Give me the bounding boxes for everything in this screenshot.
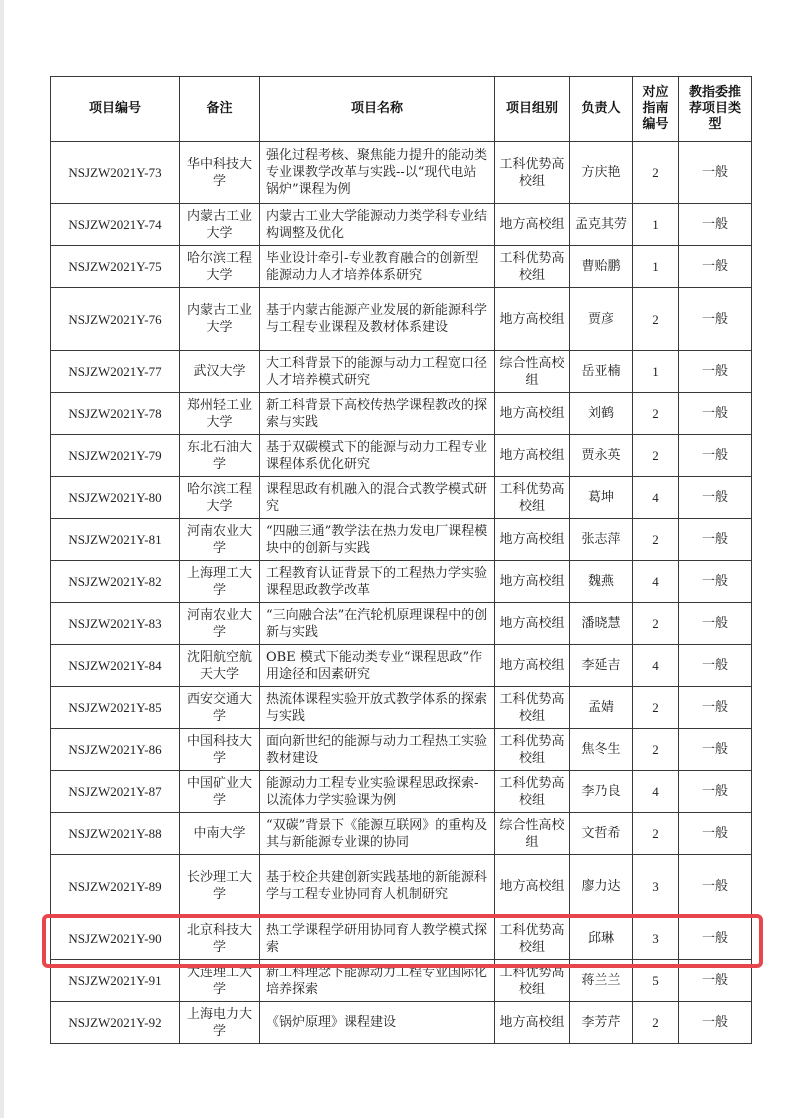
cell-project-group: 综合性高校组 [495,351,570,393]
cell-recommend-type: 一般 [679,729,752,771]
cell-project-group: 地方高校组 [495,561,570,603]
cell-recommend-type: 一般 [679,687,752,729]
cell-recommend-type: 一般 [679,561,752,603]
cell-note: 东北石油大学 [180,435,260,477]
cell-project-name: 基于内蒙古能源产业发展的新能源科学与工程专业课程及教材体系建设 [260,288,495,351]
cell-project-group: 工科优势高校组 [495,246,570,288]
cell-guide-number: 3 [633,918,679,960]
table-row [51,561,752,603]
cell-note: 内蒙古工业大学 [180,204,260,246]
table-row [51,1002,752,1044]
cell-project-name: 强化过程考核、聚焦能力提升的能动类专业课教学改革与实践--以“现代电站锅炉”课程为例 [260,142,495,204]
cell-recommend-type: 一般 [679,393,752,435]
cell-project-name: 新工科背景下高校传热学课程教改的探索与实践 [260,393,495,435]
cell-recommend-type: 一般 [679,519,752,561]
cell-project-name: 新工科理念下能源动力工程专业国际化培养探索 [260,960,495,1002]
cell-recommend-type: 一般 [679,1002,752,1044]
cell-note: 大连理工大学 [180,960,260,1002]
header-leader: 负责人 [570,77,633,142]
cell-project-id: NSJZW2021Y-74 [51,204,180,246]
cell-leader: 蒋兰兰 [570,960,633,1002]
cell-recommend-type: 一般 [679,142,752,204]
cell-project-name: 《锅炉原理》课程建设 [260,1002,495,1044]
cell-leader: 潘晓慧 [570,603,633,645]
header-recommend-type: 教指委推荐项目类型 [679,77,752,142]
cell-project-group: 地方高校组 [495,1002,570,1044]
cell-project-name: 热工学课程学研用协同育人教学模式探索 [260,918,495,960]
cell-project-group: 地方高校组 [495,603,570,645]
table-row [51,918,752,960]
cell-recommend-type: 一般 [679,351,752,393]
cell-guide-number: 4 [633,645,679,687]
cell-guide-number: 4 [633,771,679,813]
cell-project-id: NSJZW2021Y-77 [51,351,180,393]
project-table [50,76,752,1044]
cell-note: 武汉大学 [180,351,260,393]
cell-project-name: “三向融合法”在汽轮机原理课程中的创新与实践 [260,603,495,645]
cell-project-group: 地方高校组 [495,519,570,561]
cell-leader: 曹贻鹏 [570,246,633,288]
cell-recommend-type: 一般 [679,435,752,477]
cell-guide-number: 4 [633,561,679,603]
cell-leader: 方庆艳 [570,142,633,204]
cell-project-name: 大工科背景下的能源与动力工程宽口径人才培养模式研究 [260,351,495,393]
cell-recommend-type: 一般 [679,960,752,1002]
cell-project-id: NSJZW2021Y-82 [51,561,180,603]
cell-project-id: NSJZW2021Y-92 [51,1002,180,1044]
cell-project-group: 工科优势高校组 [495,771,570,813]
cell-project-id: NSJZW2021Y-90 [51,918,180,960]
cell-note: 中国科技大学 [180,729,260,771]
table-row [51,855,752,918]
cell-project-group: 地方高校组 [495,645,570,687]
cell-leader: 葛坤 [570,477,633,519]
cell-project-group: 综合性高校组 [495,813,570,855]
cell-leader: 孟克其劳 [570,204,633,246]
header-note: 备注 [180,77,260,142]
table-row [51,288,752,351]
cell-note: 中国矿业大学 [180,771,260,813]
cell-leader: 贾彦 [570,288,633,351]
cell-project-id: NSJZW2021Y-79 [51,435,180,477]
table-header [51,77,752,142]
cell-leader: 魏燕 [570,561,633,603]
cell-recommend-type: 一般 [679,477,752,519]
cell-recommend-type: 一般 [679,204,752,246]
header-project-id: 项目编号 [51,77,180,142]
cell-guide-number: 2 [633,813,679,855]
cell-project-name: 面向新世纪的能源与动力工程热工实验教材建设 [260,729,495,771]
cell-project-id: NSJZW2021Y-86 [51,729,180,771]
table-row [51,813,752,855]
cell-note: 华中科技大学 [180,142,260,204]
cell-leader: 焦冬生 [570,729,633,771]
cell-project-name: 热流体课程实验开放式教学体系的探索与实践 [260,687,495,729]
cell-project-name: 课程思政有机融入的混合式教学模式研究 [260,477,495,519]
header-project-name: 项目名称 [260,77,495,142]
cell-leader: 孟婧 [570,687,633,729]
cell-project-name: OBE 模式下能动类专业“课程思政”作用途径和因素研究 [260,645,495,687]
cell-note: 哈尔滨工程大学 [180,477,260,519]
cell-project-group: 工科优势高校组 [495,960,570,1002]
cell-guide-number: 1 [633,351,679,393]
cell-guide-number: 2 [633,603,679,645]
cell-project-name: 能源动力工程专业实验课程思政探索-以流体力学实验课为例 [260,771,495,813]
table-row [51,246,752,288]
cell-project-id: NSJZW2021Y-81 [51,519,180,561]
cell-recommend-type: 一般 [679,918,752,960]
cell-note: 沈阳航空航天大学 [180,645,260,687]
page-left-edge [0,0,4,1118]
cell-project-name: 工程教育认证背景下的工程热力学实验课程思政教学改革 [260,561,495,603]
cell-note: 郑州轻工业大学 [180,393,260,435]
cell-note: 哈尔滨工程大学 [180,246,260,288]
cell-project-group: 地方高校组 [495,204,570,246]
cell-recommend-type: 一般 [679,771,752,813]
table-body [51,142,752,1044]
cell-note: 上海电力大学 [180,1002,260,1044]
cell-project-group: 工科优势高校组 [495,687,570,729]
cell-leader: 邱琳 [570,918,633,960]
cell-project-id: NSJZW2021Y-80 [51,477,180,519]
cell-note: 北京科技大学 [180,918,260,960]
cell-leader: 李芳芹 [570,1002,633,1044]
cell-leader: 张志萍 [570,519,633,561]
header-guide-number: 对应指南编号 [633,77,679,142]
cell-guide-number: 2 [633,435,679,477]
cell-note: 上海理工大学 [180,561,260,603]
cell-leader: 贾永英 [570,435,633,477]
cell-project-group: 工科优势高校组 [495,729,570,771]
cell-recommend-type: 一般 [679,813,752,855]
table-row [51,687,752,729]
cell-note: 西安交通大学 [180,687,260,729]
cell-leader: 李乃良 [570,771,633,813]
cell-guide-number: 2 [633,687,679,729]
cell-note: 中南大学 [180,813,260,855]
cell-project-id: NSJZW2021Y-88 [51,813,180,855]
table-row [51,142,752,204]
cell-project-id: NSJZW2021Y-76 [51,288,180,351]
cell-project-id: NSJZW2021Y-83 [51,603,180,645]
cell-guide-number: 5 [633,960,679,1002]
cell-guide-number: 4 [633,477,679,519]
cell-guide-number: 1 [633,246,679,288]
cell-project-id: NSJZW2021Y-84 [51,645,180,687]
cell-guide-number: 2 [633,519,679,561]
cell-note: 河南农业大学 [180,603,260,645]
cell-project-id: NSJZW2021Y-85 [51,687,180,729]
cell-project-group: 地方高校组 [495,393,570,435]
cell-recommend-type: 一般 [679,246,752,288]
cell-leader: 刘鹤 [570,393,633,435]
cell-leader: 李延吉 [570,645,633,687]
cell-recommend-type: 一般 [679,603,752,645]
cell-guide-number: 2 [633,288,679,351]
cell-guide-number: 2 [633,729,679,771]
cell-project-id: NSJZW2021Y-75 [51,246,180,288]
cell-project-name: 基于校企共建创新实践基地的新能源科学与工程专业协同育人机制研究 [260,855,495,918]
cell-note: 长沙理工大学 [180,855,260,918]
table-row [51,477,752,519]
cell-project-group: 地方高校组 [495,288,570,351]
cell-guide-number: 2 [633,1002,679,1044]
header-row [51,77,752,142]
cell-project-group: 工科优势高校组 [495,142,570,204]
cell-project-id: NSJZW2021Y-87 [51,771,180,813]
cell-note: 河南农业大学 [180,519,260,561]
cell-project-name: 基于双碳模式下的能源与动力工程专业课程体系优化研究 [260,435,495,477]
cell-note: 内蒙古工业大学 [180,288,260,351]
cell-leader: 文哲希 [570,813,633,855]
cell-recommend-type: 一般 [679,855,752,918]
cell-project-name: 毕业设计牵引-专业教育融合的创新型能源动力人才培养体系研究 [260,246,495,288]
cell-project-name: 内蒙古工业大学能源动力类学科专业结构调整及优化 [260,204,495,246]
cell-leader: 岳亚楠 [570,351,633,393]
cell-leader: 廖力达 [570,855,633,918]
cell-project-group: 工科优势高校组 [495,477,570,519]
table-row [51,645,752,687]
cell-project-id: NSJZW2021Y-89 [51,855,180,918]
table-row [51,351,752,393]
cell-project-name: “双碳”背景下《能源互联网》的重构及其与新能源专业课的协同 [260,813,495,855]
cell-project-name: “四融三通”教学法在热力发电厂课程模块中的创新与实践 [260,519,495,561]
table-row [51,435,752,477]
table-row [51,771,752,813]
cell-project-group: 工科优势高校组 [495,918,570,960]
cell-guide-number: 2 [633,142,679,204]
cell-project-id: NSJZW2021Y-73 [51,142,180,204]
cell-project-id: NSJZW2021Y-91 [51,960,180,1002]
cell-recommend-type: 一般 [679,645,752,687]
cell-recommend-type: 一般 [679,288,752,351]
cell-project-group: 地方高校组 [495,855,570,918]
cell-guide-number: 1 [633,204,679,246]
cell-project-group: 地方高校组 [495,435,570,477]
table-row [51,519,752,561]
table-row [51,960,752,1002]
cell-guide-number: 3 [633,855,679,918]
cell-project-id: NSJZW2021Y-78 [51,393,180,435]
cell-guide-number: 2 [633,393,679,435]
table-row [51,603,752,645]
header-project-group: 项目组别 [495,77,570,142]
table-row [51,393,752,435]
table-row [51,729,752,771]
table-row [51,204,752,246]
